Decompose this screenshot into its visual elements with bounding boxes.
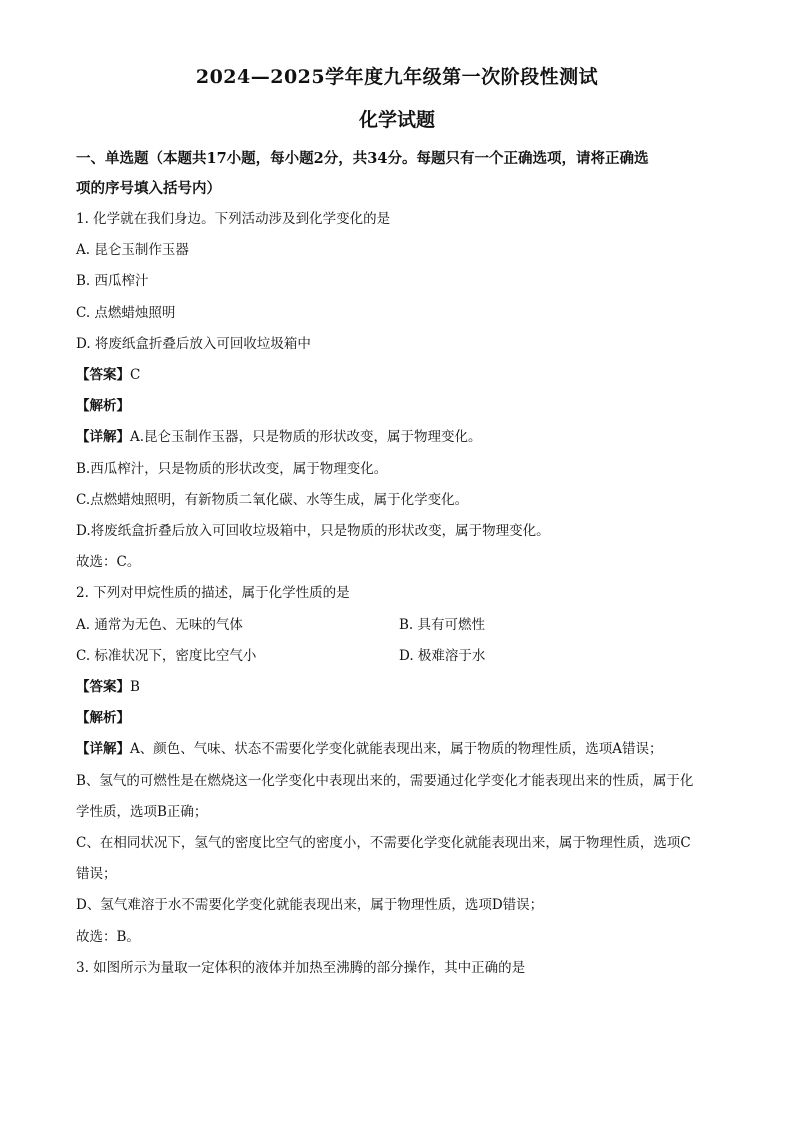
question-stem: 3. 如图所示为量取一定体积的液体并加热至沸腾的部分操作，其中正确的是: [76, 959, 526, 976]
document-body: [76, 144, 722, 984]
answer-line: [76, 672, 722, 703]
answer-value: C: [130, 367, 141, 384]
options-row: [76, 641, 722, 672]
analysis-tag: 【解析】: [76, 710, 130, 727]
detail-line: 学性质，选项B正确；: [76, 803, 208, 820]
answer-tag: 【答案】: [76, 679, 130, 696]
option-a: A. 昆仑玉制作玉器: [76, 242, 189, 259]
detail-line: [76, 734, 722, 765]
detail-line: 错误；: [76, 866, 117, 883]
detail-tag: 【详解】: [76, 741, 130, 758]
question-stem: 1. 化学就在我们身边。下列活动涉及到化学变化的是: [76, 211, 391, 227]
options-row: [76, 610, 722, 641]
answer-line: [76, 360, 722, 391]
option-b: B. 西瓜榨汁: [76, 273, 149, 290]
question-1: [76, 204, 722, 578]
option-d: D. 将废纸盒折叠后放入可回收垃圾箱中: [76, 335, 311, 352]
conclusion-line: 故选：B。: [76, 928, 140, 945]
option-b: B. 具有可燃性: [399, 616, 486, 633]
analysis-tag: 【解析】: [76, 398, 130, 415]
section-heading-line1: 一、单选题（本题共17小题，每小题2分，共34分。每题只有一个正确选项，请将正确选: [76, 150, 649, 167]
detail-line: D.将废纸盒折叠后放入可回收垃圾箱中，只是物质的形状改变，属于物理变化。: [76, 523, 550, 540]
answer-value: B: [130, 679, 140, 696]
detail-text: A.昆仑玉制作玉器，只是物质的形状改变，属于物理变化。: [130, 429, 482, 446]
question-3: [76, 953, 722, 984]
option-a: A. 通常为无色、无味的气体: [76, 616, 243, 633]
answer-tag: 【答案】: [76, 367, 130, 384]
detail-line: C、在相同状况下，氢气的密度比空气的密度小，不需要化学变化就能表现出来，属于物理性质，选项C: [76, 835, 691, 852]
conclusion-line: 故选：C。: [76, 554, 141, 571]
option-c: C. 点燃蜡烛照明: [76, 304, 176, 321]
detail-line: B、氢气的可燃性是在燃烧这一化学变化中表现出来的，需要通过化学变化才能表现出来的性质，属于化: [76, 772, 694, 789]
page-subtitle: 化学试题: [358, 109, 435, 131]
page-title: 2024—2025学年度九年级第一次阶段性测试: [195, 66, 599, 88]
section-heading-line2: 项的序号填入括号内）: [76, 180, 221, 197]
option-d: D. 极难溶于水: [399, 647, 486, 664]
detail-line: D、氢气难溶于水不需要化学变化就能表现出来，属于物理性质，选项D错误；: [76, 897, 544, 914]
detail-line: B.西瓜榨汁，只是物质的形状改变，属于物理变化。: [76, 460, 388, 477]
detail-tag: 【详解】: [76, 429, 130, 446]
question-2: [76, 578, 722, 952]
question-stem: 2. 下列对甲烷性质的描述，属于化学性质的是: [76, 585, 350, 602]
detail-line: C.点燃蜡烛照明，有新物质二氧化碳、水等生成，属于化学变化。: [76, 491, 469, 508]
detail-line: [76, 422, 722, 453]
detail-text: A、颜色、气味、状态不需要化学变化就能表现出来，属于物质的物理性质，选项A错误；: [130, 741, 663, 758]
option-c: C. 标准状况下，密度比空气小: [76, 647, 257, 664]
